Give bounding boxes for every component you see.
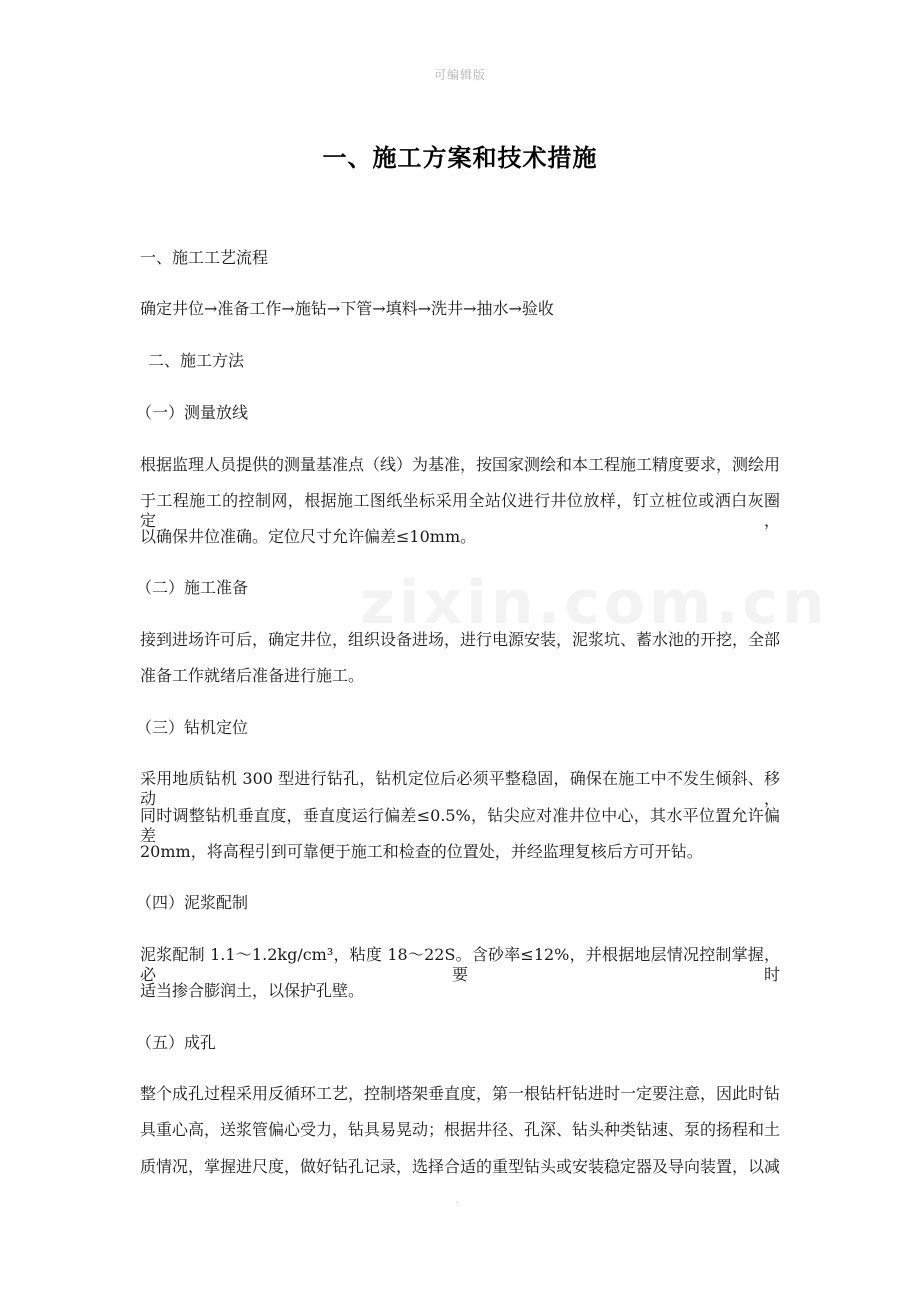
paragraph-line: 质情况，掌握进尺度，做好钻孔记录，选择合适的重型钻头或安装稳定器及导向装置，以减 [140, 1157, 781, 1176]
paragraph-line: 于工程施工的控制网，根据施工图纸坐标采用全站仪进行井位放样，钉立桩位或洒白灰圈定， [140, 491, 780, 530]
footer-mark: . [456, 1196, 459, 1205]
page-title: 一、施工方案和技术措施 [322, 143, 598, 172]
paragraph-line: 泥浆配制 1.1～1.2kg/cm³，粘度 18～22S。含砂率≤12%，并根据地层情况控制掌握，必要时 [140, 945, 780, 984]
paragraph-line: 20mm，将高程引到可靠便于施工和检查的位置处，并经监理复核后方可开钻。 [140, 842, 703, 861]
section-heading-methods: 二、施工方法 [148, 351, 245, 370]
paragraph-line: 根据监理人员提供的测量基准点（线）为基准，按国家测绘和本工程施工精度要求，测绘用 [140, 455, 781, 474]
header-note: 可编辑版 [433, 68, 486, 82]
paragraph-line: 适当掺合膨润土，以保护孔壁。 [140, 981, 365, 1000]
subsection-heading-preparation: （二）施工准备 [136, 578, 249, 597]
paragraph-line: 具重心高，送浆管偏心受力，钻具易晃动；根据井径、孔深、钻头种类钻速、泵的扬程和土 [140, 1120, 781, 1139]
subsection-heading-rig-positioning: （三）钻机定位 [136, 718, 249, 737]
subsection-heading-slurry: （四）泥浆配制 [136, 893, 249, 912]
paragraph-line: 接到进场许可后，确定井位，组织设备进场，进行电源安装，泥浆坑、蓄水池的开挖，全部 [140, 630, 781, 649]
subsection-heading-drilling: （五）成孔 [136, 1033, 217, 1052]
paragraph-line: 以确保井位准确。定位尺寸允许偏差≤10mm。 [140, 527, 477, 546]
process-flow: 确定井位→准备工作→施钻→下管→填料→洗井→抽水→验收 [140, 299, 554, 318]
paragraph-line: 采用地质钻机 300 型进行钻孔，钻机定位后必须平整稳固，确保在施工中不发生倾斜、移动， [140, 769, 780, 808]
paragraph-line: 整个成孔过程采用反循环工艺，控制塔架垂直度，第一根钻杆钻进时一定要注意，因此时钻 [140, 1084, 781, 1103]
paragraph-line: 准备工作就绪后准备进行施工。 [140, 666, 365, 685]
watermark: zixin.com.cn [360, 568, 829, 638]
subsection-heading-survey: （一）测量放线 [136, 403, 249, 422]
section-heading-process: 一、施工工艺流程 [140, 248, 269, 267]
paragraph-line: 同时调整钻机垂直度，垂直度运行偏差≤0.5%，钻尖应对准井位中心，其水平位置允许偏差 [140, 806, 780, 845]
